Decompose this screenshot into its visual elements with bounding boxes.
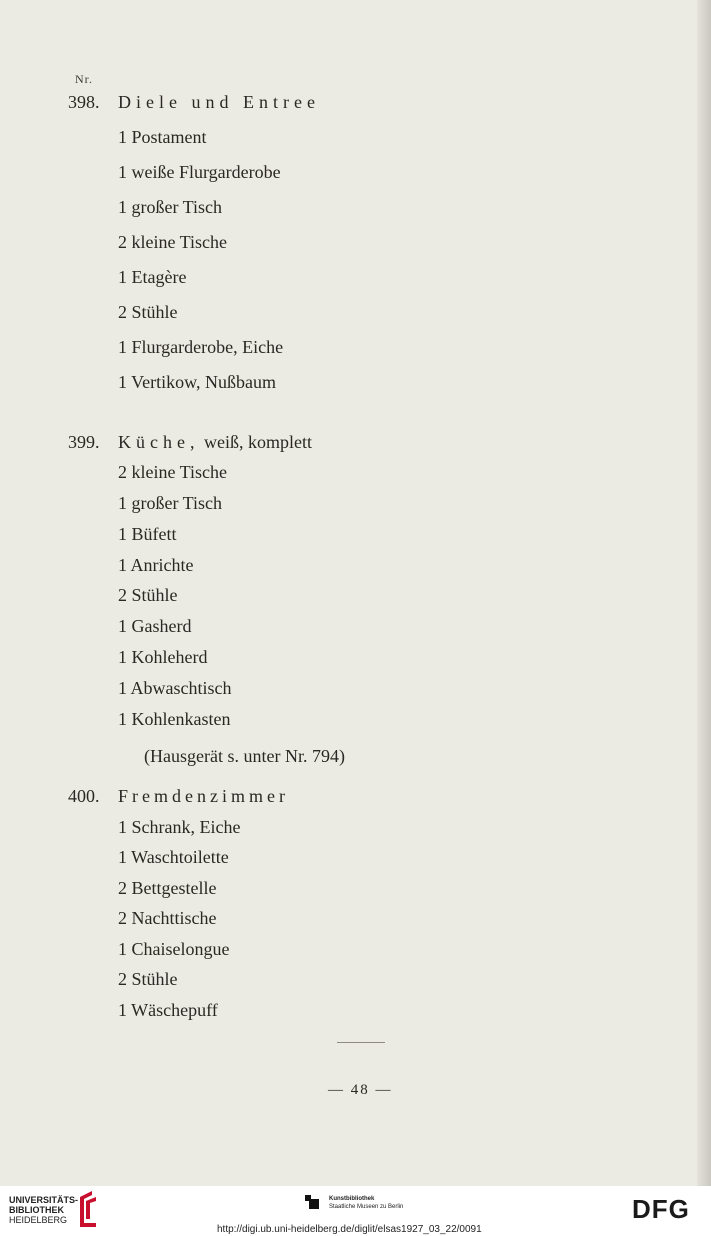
entry-title-400: Fremdenzimmer — [118, 786, 289, 806]
list-item: 1 Etagère — [118, 267, 187, 287]
list-item: 1 weiße Flurgarderobe — [118, 162, 281, 182]
list-item: 1 Kohlenkasten — [118, 709, 231, 729]
ub-heidelberg-logo[interactable] — [9, 1195, 78, 1225]
entry-note-399: (Hausgerät s. unter Nr. 794) — [144, 746, 345, 766]
list-item: 2 Stühle — [118, 969, 178, 989]
list-item: 1 Flurgarderobe, Eiche — [118, 337, 284, 357]
ub-heidelberg-mark-icon — [76, 1189, 100, 1229]
list-item: 2 kleine Tische — [118, 462, 228, 482]
list-item: 1 großer Tisch — [118, 493, 223, 513]
list-item: 1 Gasherd — [118, 616, 192, 636]
list-item: 2 Nachttische — [118, 908, 217, 928]
list-item: 1 Abwaschtisch — [118, 678, 232, 698]
entry-title-398: Diele und Entree — [118, 92, 320, 112]
kunstbibliothek-subtitle: Staatliche Museen zu Berlin — [329, 1204, 404, 1210]
list-item: 1 Schrank, Eiche — [118, 817, 241, 837]
entry-title-399-rest: weiß, komplett — [199, 432, 312, 452]
source-url-link[interactable]: http://digi.ub.uni-heidelberg.de/diglit/elsas1927_03_22/0091 — [217, 1224, 482, 1235]
list-item: 2 Stühle — [118, 585, 178, 605]
kunstbibliothek-mark-icon — [305, 1195, 323, 1213]
list-item: 1 Kohleherd — [118, 647, 208, 667]
entry-number-399: 399. — [68, 432, 100, 452]
list-item: 1 Wäschepuff — [118, 1000, 218, 1020]
list-item: 1 Büfett — [118, 524, 177, 544]
divider-rule — [337, 1042, 385, 1043]
list-item: 1 Chaiselongue — [118, 939, 230, 959]
list-item: 1 Waschtoilette — [118, 847, 229, 867]
kunstbibliothek-name: Kunstbibliothek — [329, 1196, 375, 1202]
entry-number-400: 400. — [68, 786, 100, 806]
page-number: — 48 — — [328, 1082, 393, 1098]
list-item: 1 Postament — [118, 127, 207, 147]
list-item: 2 kleine Tische — [118, 232, 228, 252]
library-name-line1: UNIVERSITÄTS- — [9, 1195, 79, 1205]
list-item: 1 Anrichte — [118, 555, 194, 575]
list-item: 1 großer Tisch — [118, 197, 223, 217]
list-item: 2 Bettgestelle — [118, 878, 217, 898]
nr-column-label: Nr. — [75, 72, 93, 86]
list-item: 1 Vertikow, Nußbaum — [118, 372, 276, 392]
dfg-logo[interactable]: DFG — [632, 1194, 690, 1224]
kunstbibliothek-text — [329, 1195, 403, 1211]
entry-title-399-spaced: Küche, — [118, 432, 200, 452]
library-name-line3: HEIDELBERG — [9, 1215, 68, 1225]
entry-title-399 — [118, 432, 312, 452]
page-edge-shadow — [697, 0, 711, 1186]
list-item: 2 Stühle — [118, 302, 178, 322]
entry-number-398: 398. — [68, 92, 100, 112]
library-name-line2: BIBLIOTHEK — [9, 1205, 64, 1215]
